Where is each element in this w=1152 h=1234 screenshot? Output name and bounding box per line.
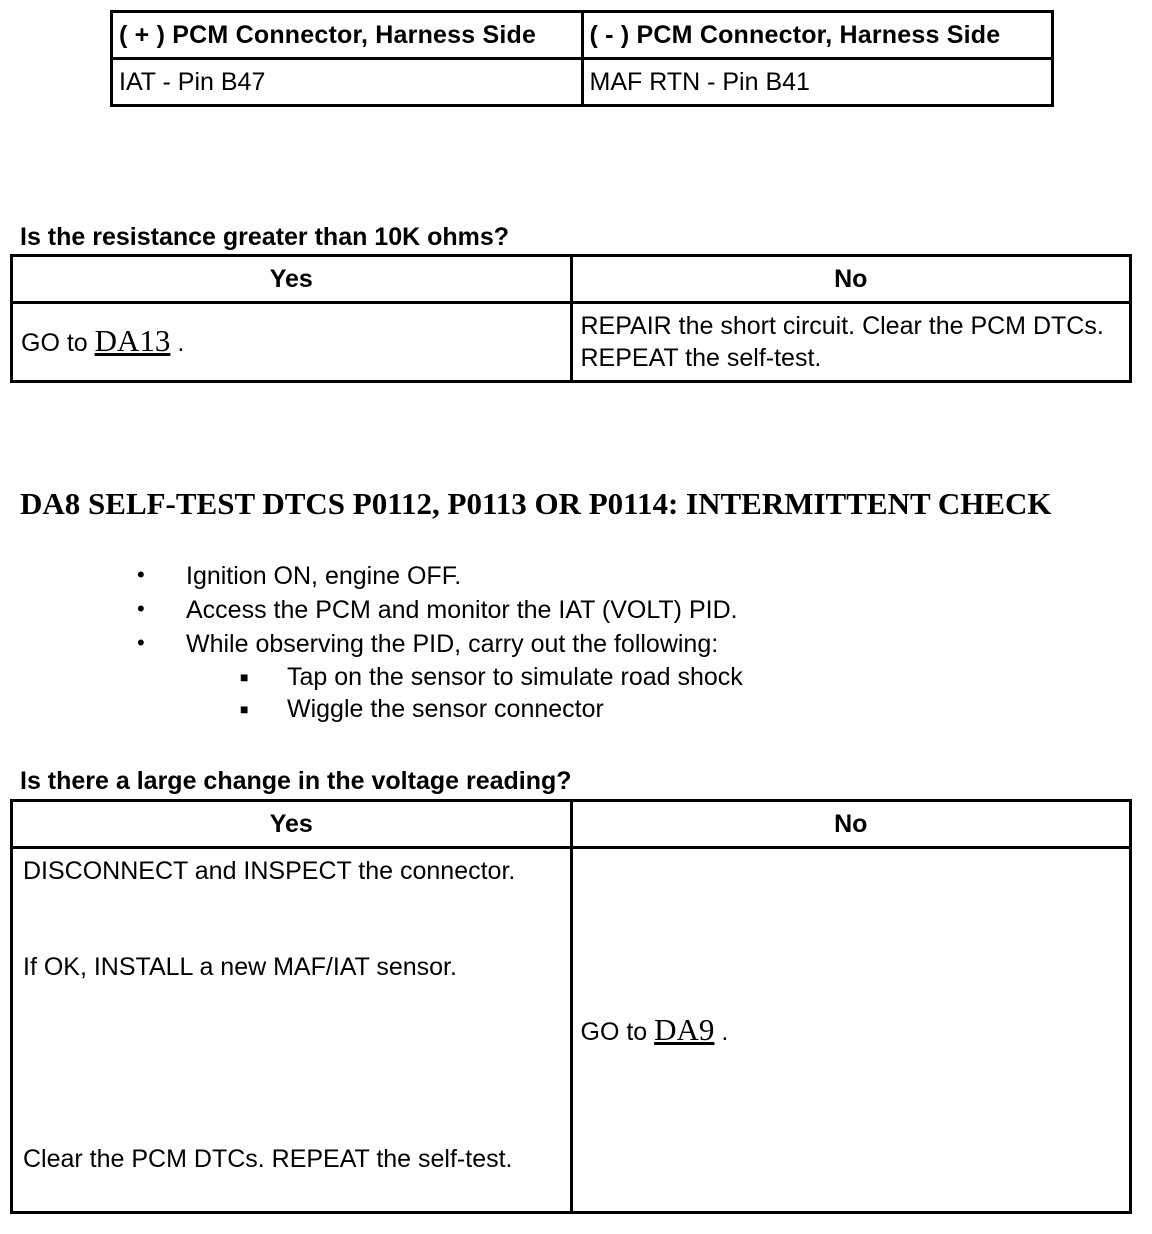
- pin-table-cell-negative: MAF RTN - Pin B41: [582, 59, 1053, 106]
- voltage-question: Is there a large change in the voltage reading?: [20, 767, 572, 795]
- bullet-dot-icon: •: [137, 630, 145, 655]
- bullet-dot-icon: •: [137, 562, 145, 587]
- no-prefix: GO to: [580, 1018, 655, 1046]
- bullet-dot-icon: •: [137, 596, 145, 621]
- bullet-square-icon: ■: [240, 669, 249, 685]
- bullet-square-icon: ■: [240, 701, 249, 717]
- yes-header: Yes: [12, 801, 572, 848]
- yes-suffix: .: [170, 329, 185, 357]
- yes-paragraph-clear: Clear the PCM DTCs. REPEAT the self-test.: [23, 1145, 513, 1173]
- da13-link[interactable]: DA13: [94, 323, 171, 358]
- no-cell: REPAIR the short circuit. Clear the PCM DTCs. REPEAT the self-test.: [571, 303, 1131, 382]
- da9-link[interactable]: DA9: [654, 1012, 715, 1047]
- resistance-yes-no-table: [10, 254, 1132, 383]
- no-header: No: [571, 801, 1131, 848]
- pin-table-cell-positive: IAT - Pin B47: [112, 59, 583, 106]
- yes-cell: [12, 303, 572, 382]
- no-suffix: .: [714, 1018, 729, 1046]
- yes-prefix: GO to: [21, 329, 95, 357]
- no-header: No: [571, 256, 1131, 303]
- resistance-question: Is the resistance greater than 10K ohms?: [20, 223, 510, 251]
- section-heading: DA8 SELF-TEST DTCS P0112, P0113 OR P0114: INTERMITTENT CHECK: [20, 486, 1052, 521]
- yes-paragraph-install: If OK, INSTALL a new MAF/IAT sensor.: [23, 953, 457, 981]
- pin-table-header-negative: ( - ) PCM Connector, Harness Side: [582, 12, 1053, 59]
- no-cell: [571, 848, 1131, 1213]
- yes-header: Yes: [12, 256, 572, 303]
- yes-cell: [12, 848, 572, 1213]
- pin-connector-table: [110, 10, 1054, 107]
- yes-paragraph-inspect: DISCONNECT and INSPECT the connector.: [23, 857, 516, 885]
- pin-table-header-positive: ( + ) PCM Connector, Harness Side: [112, 12, 583, 59]
- voltage-yes-no-table: [10, 799, 1132, 1214]
